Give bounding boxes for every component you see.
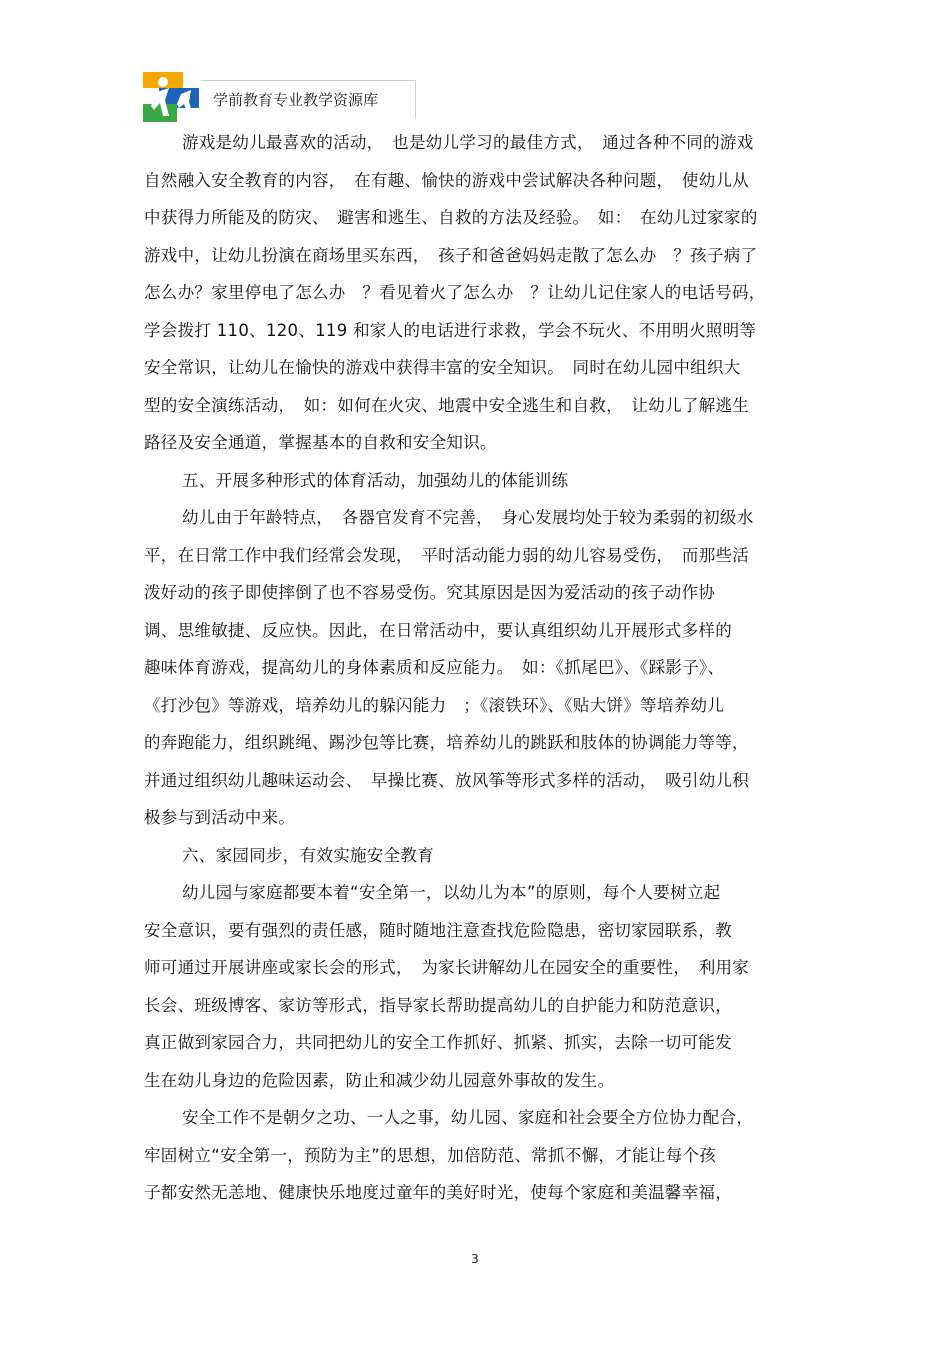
text-line: 安全意识，要有强烈的责任感，随时随地注意查找危险隐患，密切家园联系，教 <box>144 920 732 940</box>
page-number: 3 <box>471 1252 479 1266</box>
text-line: 安全工作不是朝夕之功、一人之事，幼儿园、家庭和社会要全方位协力配合， <box>182 1108 754 1127</box>
text-line: 调、思维敏捷、反应快。因此，在日常活动中，要认真组织幼儿开展形式多样的 <box>144 620 732 640</box>
text-line: 游戏中，让幼儿扮演在商场里买东西， 孩子和爸爸妈妈走散了怎么办 ？孩子病了 <box>144 245 758 265</box>
text-line: 的奔跑能力，组织跳绳、踢沙包等比赛，培养幼儿的跳跃和肢体的协调能力等等， <box>144 733 749 752</box>
text-line: 幼儿由于年龄特点， 各器官发育不完善， 身心发展均处于较为柔弱的初级水 <box>182 508 754 527</box>
header-title: 学前教育专业教学资源库 <box>213 91 379 109</box>
text-line: 路径及安全通道，掌握基本的自救和安全知识。 <box>144 433 497 452</box>
text-line: 极参与到活动中来。 <box>144 808 296 827</box>
text-line: 平，在日常工作中我们经常会发现， 平时活动能力弱的幼儿容易受伤， 而那些活 <box>144 545 750 565</box>
text-line: 并通过组织幼儿趣味运动会、 早操比赛、放风筝等形式多样的活动， 吸引幼儿积 <box>144 770 750 790</box>
logo-icon <box>143 70 201 122</box>
text-line: 泼好动的孩子即使摔倒了也不容易受伤。究其原因是因为爱活动的孩子动作协 <box>144 583 716 602</box>
text-line: 中获得力所能及的防灾、 避害和逃生、自救的方法及经验。 如： 在幼儿过家家的 <box>144 208 758 227</box>
text-line: 《打沙包》等游戏，培养幼儿的躲闪能力 ；《滚铁环》、《贴大饼》等培养幼儿 <box>144 695 725 715</box>
section-heading: 六、家园同步，有效实施安全教育 <box>182 845 434 865</box>
page-header <box>143 70 418 122</box>
text-line: 怎么办？家里停电了怎么办 ？看见着火了怎么办 ？让幼儿记住家人的电话号码， <box>144 283 766 302</box>
text-line: 自然融入安全教育的内容， 在有趣、愉快的游戏中尝试解决各种问题， 使幼儿从 <box>144 170 750 190</box>
document-body <box>144 124 809 1212</box>
text-line: 子都安然无恙地、健康快乐地度过童年的美好时光，使每个家庭和美温馨幸福， <box>144 1183 732 1202</box>
text-line: 生在幼儿身边的危险因素，防止和减少幼儿园意外事故的发生。 <box>144 1070 615 1090</box>
header-title-box <box>201 80 416 119</box>
text-line: 趣味体育游戏，提高幼儿的身体素质和反应能力。 如：《抓尾巴》、《踩影子》、 <box>144 658 725 677</box>
text-line: 学会拨打 110、120、119 和家人的电话进行求救，学会不玩火、不用明火照明等 <box>144 320 757 340</box>
text-line: 幼儿园与家庭都要本着“安全第一，以幼儿为本”的原则，每个人要树立起 <box>182 883 721 902</box>
text-line: 牢固树立“安全第一，预防为主”的思想，加倍防范、常抓不懈，才能让每个孩 <box>144 1145 717 1165</box>
text-line: 师可通过开展讲座或家长会的形式， 为家长讲解幼儿在园安全的重要性， 利用家 <box>144 958 750 977</box>
text-line: 游戏是幼儿最喜欢的活动， 也是幼儿学习的最佳方式， 通过各种不同的游戏 <box>182 133 754 152</box>
text-line: 真正做到家园合力，共同把幼儿的安全工作抓好、抓紧、抓实，去除一切可能发 <box>144 1033 732 1052</box>
text-line: 型的安全演练活动， 如：如何在火灾、地震中安全逃生和自救， 让幼儿了解逃生 <box>144 395 750 415</box>
text-line: 长会、班级博客、家访等形式，指导家长帮助提高幼儿的自护能力和防范意识， <box>144 995 732 1015</box>
section-heading: 五、开展多种形式的体育活动，加强幼儿的体能训练 <box>182 470 569 490</box>
text-line: 安全常识，让幼儿在愉快的游戏中获得丰富的安全知识。 同时在幼儿园中组织大 <box>144 358 741 377</box>
